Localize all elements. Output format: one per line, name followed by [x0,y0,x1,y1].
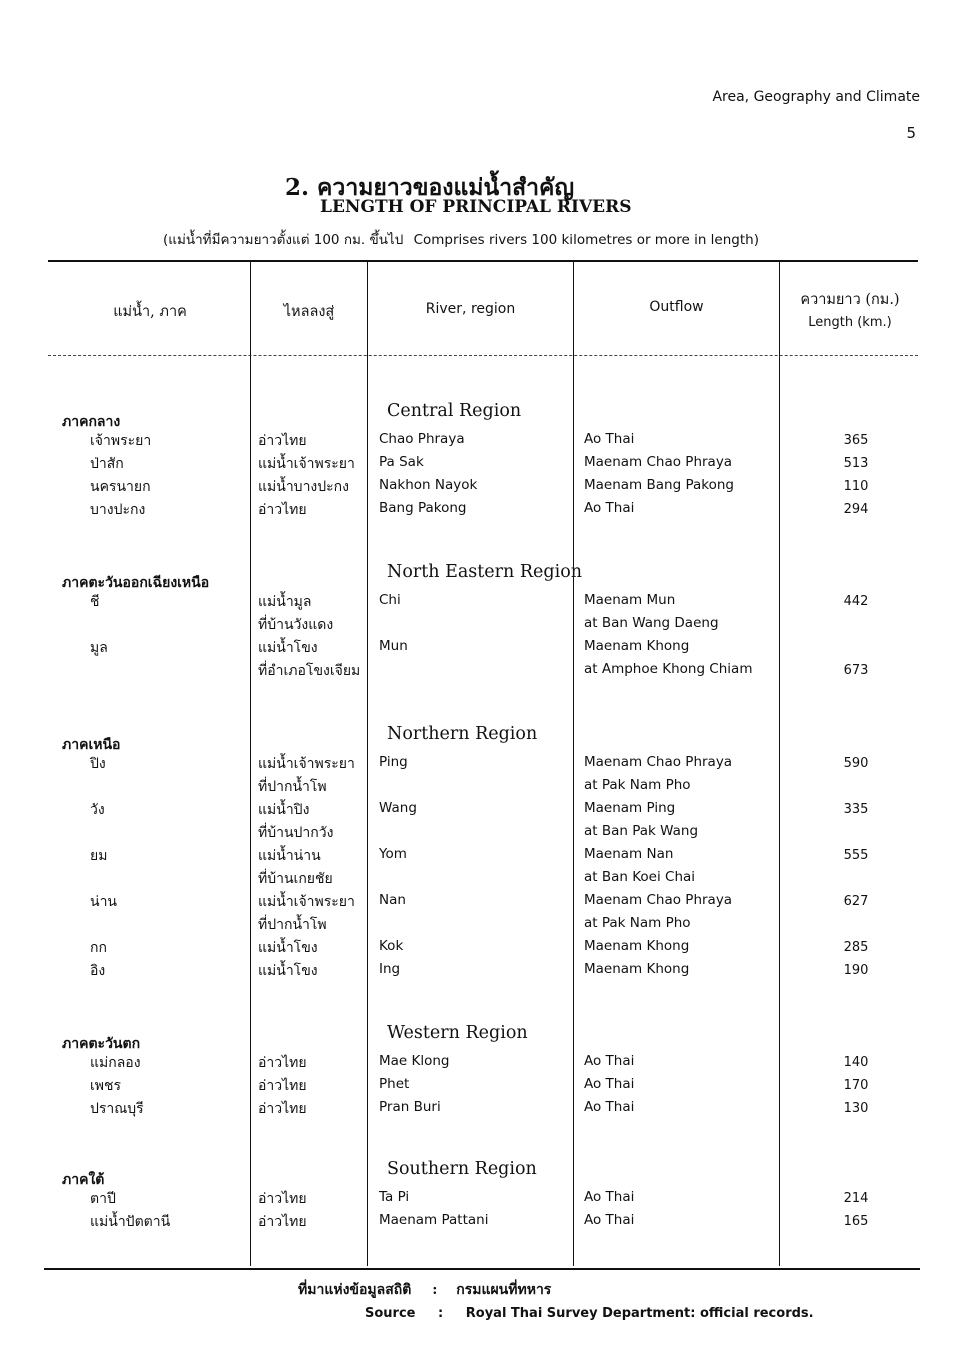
table-top-rule [48,260,918,262]
region-name-english: Northern Region [387,724,538,744]
river-name-thai: ปิง [90,756,106,772]
river-name-thai: ยม [90,848,108,864]
subtitle-thai: (แม่น้ำที่มีความยาวตั้งแต่ 100 กม. ขึ้นไป [163,232,404,248]
outflow-thai: ที่บ้านวังแดง [258,617,334,633]
river-name-thai: นครนายก [90,479,151,495]
outflow-english: Maenam Chao Phraya [584,892,733,908]
outflow-thai: อ่าวไทย [258,1214,307,1230]
outflow-english: at Ban Koei Chai [584,869,696,885]
river-name-english: Yom [379,846,407,862]
outflow-english: Maenam Khong [584,961,690,977]
river-name-english: Nakhon Nayok [379,477,478,493]
length-km: 190 [843,963,869,978]
outflow-thai: อ่าวไทย [258,1101,307,1117]
col-header-river-thai: แม่น้ำ, ภาค [113,304,187,320]
outflow-english: Ao Thai [584,1053,635,1069]
column-divider [367,262,368,1266]
outflow-english: at Ban Pak Wang [584,823,699,839]
outflow-english: at Pak Nam Pho [584,915,691,931]
outflow-thai: ที่ปากน้ำโพ [258,917,327,933]
source-colon: : [438,1306,444,1321]
river-name-english: Chi [379,592,401,608]
river-name-english: Ta Pi [379,1189,410,1205]
river-name-thai: มูล [90,640,108,656]
outflow-thai: อ่าวไทย [258,1191,307,1207]
length-km: 627 [843,894,869,909]
river-name-english: Mun [379,638,408,654]
length-km: 140 [843,1055,869,1070]
river-name-english: Kok [379,938,404,954]
length-km: 590 [843,756,869,771]
length-km: 513 [843,456,869,471]
river-name-thai: วัง [90,802,105,818]
region-name-english: North Eastern Region [387,562,582,582]
source-value-thai: กรมแผนที่ทหาร [456,1282,552,1298]
river-name-english: Wang [379,800,417,816]
outflow-english: Maenam Bang Pakong [584,477,734,493]
page-number: 5 [906,124,916,142]
outflow-english: Ao Thai [584,1189,635,1205]
region-name-english: Southern Region [387,1159,537,1179]
col-header-length-en: Length (km.) [808,315,892,330]
length-km: 214 [843,1191,869,1206]
outflow-english: Maenam Nan [584,846,674,862]
table-title-thai-text: ความยาวของแม่น้ำสำคัญ [317,174,575,201]
river-name-english: Phet [379,1076,410,1092]
region-name-thai: ภาคกลาง [62,414,121,430]
outflow-english: Ao Thai [584,431,635,447]
outflow-english: Ao Thai [584,1099,635,1115]
length-km: 365 [843,433,869,448]
outflow-thai: แม่น้ำบางปะกง [258,479,349,495]
outflow-thai: แม่น้ำโขง [258,963,318,979]
outflow-thai: อ่าวไทย [258,1055,307,1071]
source-label-en: Source [365,1306,416,1321]
outflow-thai: อ่าวไทย [258,502,307,518]
length-km: 335 [843,802,869,817]
outflow-thai: แม่น้ำโขง [258,640,318,656]
river-name-thai: ตาปี [90,1191,116,1207]
river-name-english: Nan [379,892,406,908]
outflow-thai: ที่บ้านเกยชัย [258,871,333,887]
region-name-thai: ภาคเหนือ [62,737,121,753]
outflow-english: Ao Thai [584,1076,635,1092]
outflow-english: at Amphoe Khong Chiam [584,661,753,677]
outflow-thai: แม่น้ำมูล [258,594,312,610]
col-header-river-en: River, region [425,301,516,317]
col-header-outflow-thai: ไหลลงสู่ [283,304,335,320]
outflow-english: Ao Thai [584,500,635,516]
length-km: 442 [843,594,869,609]
outflow-english: at Ban Wang Daeng [584,615,719,631]
length-km: 294 [843,502,869,517]
outflow-thai: ที่บ้านปากวัง [258,825,334,841]
length-km: 165 [843,1214,869,1229]
river-name-english: Mae Klong [379,1053,450,1069]
outflow-english: Maenam Khong [584,638,690,654]
river-name-thai: น่าน [90,894,118,910]
river-name-thai: แม่กลอง [90,1055,141,1071]
column-divider [250,262,251,1266]
outflow-english: Ao Thai [584,1212,635,1228]
river-name-english: Maenam Pattani [379,1212,489,1228]
river-name-thai: เจ้าพระยา [90,433,152,449]
length-km: 285 [843,940,869,955]
river-name-thai: ชี [90,594,100,610]
outflow-thai: ที่อำเภอโขงเจียม [258,663,361,679]
table-subtitle [163,228,759,250]
river-name-english: Chao Phraya [379,431,465,447]
column-divider [779,262,780,1266]
source-label-thai: ที่มาแห่งข้อมูลสถิติ [298,1282,412,1298]
length-km: 673 [843,663,869,678]
table-bottom-rule [44,1268,920,1270]
col-header-length-thai: ความยาว (กม.) [800,292,900,308]
outflow-thai: แม่น้ำน่าน [258,848,321,864]
outflow-thai: แม่น้ำปิง [258,802,310,818]
source-thai [298,1279,551,1301]
river-name-thai: ป่าสัก [90,456,124,472]
river-name-english: Ing [379,961,401,977]
outflow-english: Maenam Khong [584,938,690,954]
source-colon: : [432,1282,438,1298]
river-name-thai: แม่น้ำปัตตานี [90,1214,171,1230]
column-divider [573,262,574,1266]
region-name-thai: ภาคตะวันออกเฉียงเหนือ [62,575,210,591]
col-header-outflow-en: Outflow [649,299,704,315]
river-name-thai: บางปะกง [90,502,146,518]
table-number: 2. [285,174,310,201]
table-title-english: LENGTH OF PRINCIPAL RIVERS [320,197,632,217]
outflow-thai: แม่น้ำเจ้าพระยา [258,894,355,910]
header-bottom-rule [48,355,918,356]
region-name-thai: ภาคตะวันตก [62,1036,141,1052]
source-value-en: Royal Thai Survey Department: official records. [465,1306,814,1321]
outflow-thai: แม่น้ำเจ้าพระยา [258,756,355,772]
outflow-thai: อ่าวไทย [258,433,307,449]
outflow-thai: ที่ปากน้ำโพ [258,779,327,795]
running-header: Area, Geography and Climate [712,89,920,105]
outflow-english: Maenam Mun [584,592,676,608]
river-name-english: Pran Buri [379,1099,441,1115]
outflow-english: Maenam Chao Phraya [584,754,733,770]
river-name-thai: อิง [90,963,106,979]
outflow-thai: แม่น้ำโขง [258,940,318,956]
river-name-thai: กก [90,940,107,956]
length-km: 555 [843,848,869,863]
region-name-thai: ภาคใต้ [62,1172,105,1188]
river-name-english: Bang Pakong [379,500,467,516]
subtitle-english: Comprises rivers 100 kilometres or more in length) [413,232,759,248]
outflow-english: Maenam Ping [584,800,676,816]
source-english [365,1306,814,1321]
outflow-thai: แม่น้ำเจ้าพระยา [258,456,355,472]
length-km: 170 [843,1078,869,1093]
river-name-english: Pa Sak [379,454,424,470]
length-km: 110 [843,479,869,494]
outflow-english: Maenam Chao Phraya [584,454,733,470]
river-name-thai: ปราณบุรี [90,1101,144,1117]
region-name-english: Central Region [387,401,522,421]
length-km: 130 [843,1101,869,1116]
river-name-thai: เพชร [90,1078,122,1094]
region-name-english: Western Region [387,1023,528,1043]
river-name-english: Ping [379,754,408,770]
outflow-thai: อ่าวไทย [258,1078,307,1094]
outflow-english: at Pak Nam Pho [584,777,691,793]
